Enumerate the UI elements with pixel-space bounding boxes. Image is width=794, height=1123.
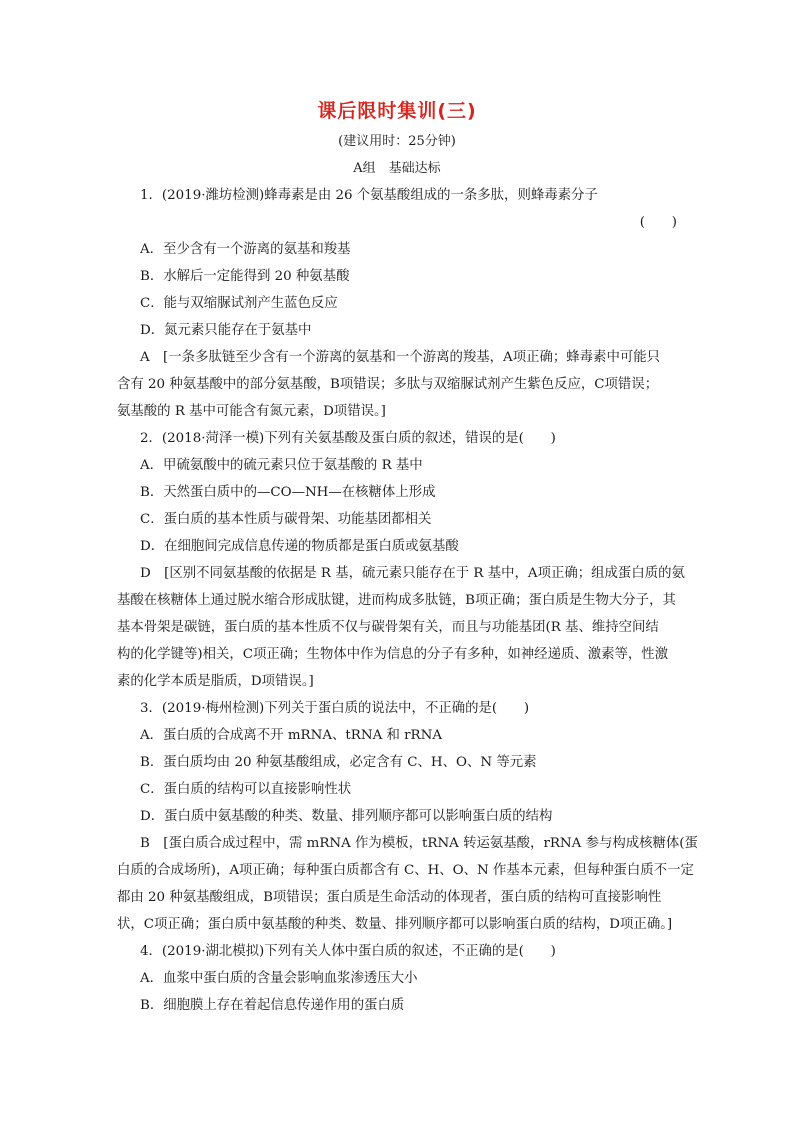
q2-stem: 2．(2018·菏泽一模)下列有关氨基酸及蛋白质的叙述，错误的是( ) (140, 431, 556, 446)
q3-option-b: B．蛋白质均由 20 种氨基酸组成，必定含有 C、H、O、N 等元素 (140, 755, 537, 770)
q1-option-d: D．氮元素只能存在于氨基中 (140, 323, 312, 338)
q4-option-b: B．细胞膜上存在着起信息传递作用的蛋白质 (140, 998, 405, 1013)
q1-answer-paren: ( ) (639, 215, 677, 230)
q2-answer-line: 基酸在核糖体上通过脱水缩合形成肽键，进而构成多肽链，B项正确；蛋白质是生物大分子，其 (117, 593, 676, 608)
q3-option-a: A．蛋白质的合成离不开 mRNA、tRNA 和 rRNA (140, 728, 443, 743)
time-note: (建议用时：25分钟) (338, 134, 456, 149)
q1-option-a: A．至少含有一个游离的氨基和羧基 (140, 242, 351, 257)
q3-answer-line: 白质的合成场所)，A项正确；每种蛋白质都含有 C、H、O、N 作基本元素，但每种蛋白质不一定 (117, 863, 694, 878)
page-title: 课后限时集训(三) (317, 100, 477, 122)
q3-answer-line: 状，C项正确；蛋白质中氨基酸的种类、数量、排列顺序都可以影响蛋白质的结构，D项正确。] (117, 917, 673, 932)
q2-answer-line: 基本骨架是碳链，蛋白质的基本性质不仅与碳骨架有关，而且与功能基团(R 基、维持空间结 (117, 620, 659, 635)
q1-answer-line: 含有 20 种氨基酸中的部分氨基酸，B项错误；多肽与双缩脲试剂产生紫色反应，C项错误； (117, 377, 659, 392)
q2-option-a: A．甲硫氨酸中的硫元素只位于氨基酸的 R 基中 (140, 458, 423, 473)
q4-stem: 4．(2019·湖北模拟)下列有关人体中蛋白质的叙述，不正确的是( ) (140, 944, 556, 959)
group-heading: A组 基础达标 (353, 161, 441, 176)
q3-answer-line: B [蛋白质合成过程中，需 mRNA 作为模板，tRNA 转运氨基酸，rRNA 参与构成核糖体(蛋 (140, 836, 698, 851)
q2-option-c: C．蛋白质的基本性质与碳骨架、功能基团都相关 (140, 512, 432, 527)
q3-option-d: D．蛋白质中氨基酸的种类、数量、排列顺序都可以影响蛋白质的结构 (140, 809, 553, 824)
q2-answer-line: 构的化学键等)相关，C项正确；生物体中作为信息的分子有多种，如神经递质、激素等，性激 (117, 647, 669, 662)
q1-stem: 1．(2019·潍坊检测)蜂毒素是由 26 个氨基酸组成的一条多肽，则蜂毒素分子 (140, 188, 598, 203)
q1-option-c: C．能与双缩脲试剂产生蓝色反应 (140, 296, 338, 311)
q2-option-b: B．天然蛋白质中的—CO—NH—在核糖体上形成 (140, 485, 436, 500)
q1-answer-line: 氨基酸的 R 基中可能含有氮元素，D项错误。] (117, 404, 386, 419)
q1-answer-line: A [一条多肽链至少含有一个游离的氨基和一个游离的羧基，A项正确；蜂毒素中可能只 (140, 350, 661, 365)
q4-option-a: A．血浆中蛋白质的含量会影响血浆渗透压大小 (140, 971, 418, 986)
q3-answer-line: 都由 20 种氨基酸组成，B项错误；蛋白质是生命活动的体现者，蛋白质的结构可直接影响性 (117, 890, 662, 905)
q3-stem: 3．(2019·梅州检测)下列关于蛋白质的说法中，不正确的是( ) (140, 701, 530, 716)
q1-option-b: B．水解后一定能得到 20 种氨基酸 (140, 269, 350, 284)
q2-answer-line: 素的化学本质是脂质，D项错误。] (117, 674, 314, 689)
q2-answer-line: D [区别不同氨基酸的依据是 R 基，硫元素只能存在于 R 基中，A项正确；组成蛋白质的氨 (140, 566, 685, 581)
q2-option-d: D．在细胞间完成信息传递的物质都是蛋白质或氨基酸 (140, 539, 459, 554)
q3-option-c: C．蛋白质的结构可以直接影响性状 (140, 782, 352, 797)
